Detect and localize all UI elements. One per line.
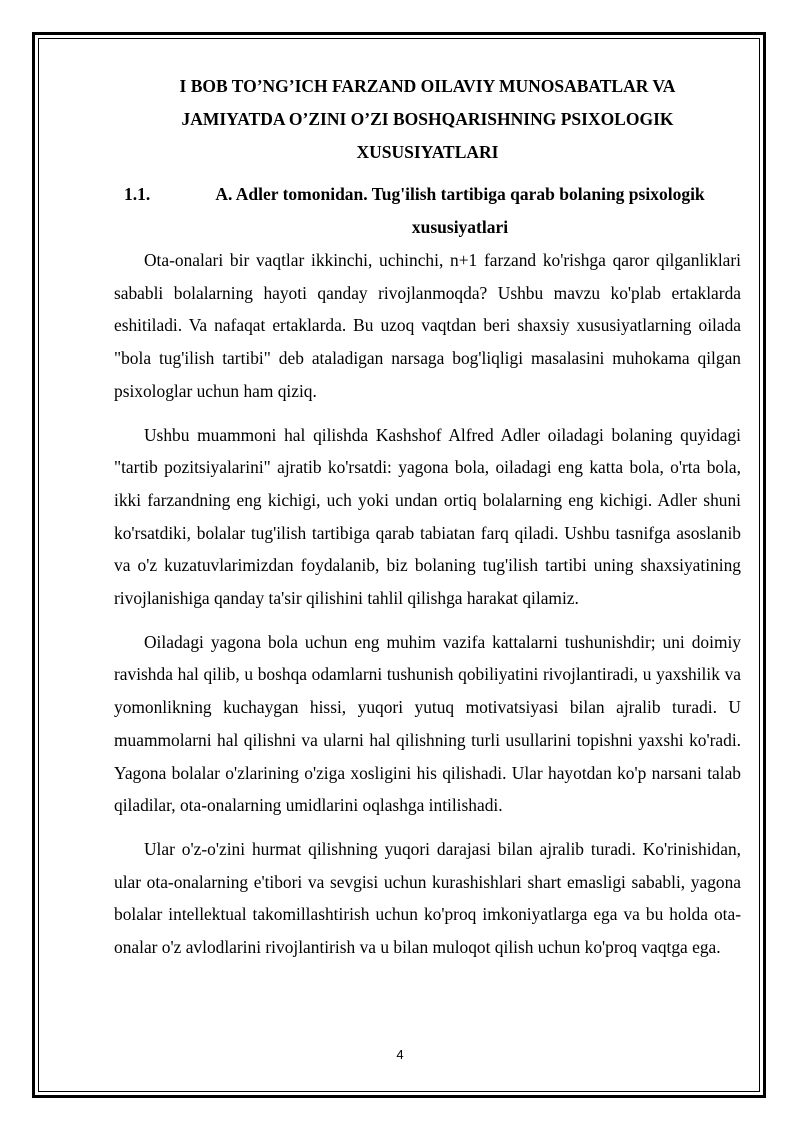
paragraph-2: Ushbu muammoni hal qilishda Kashshof Alfred Adler oiladagi bolaning quyidagi "tartib pozitsiyalarini" ajratib ko'rsatdi: yagona bola, oiladagi eng katta bola, o'rta bola, ikki farzandning eng kichigi, uch yoki undan ortiq bolalarning eng kichigi. Adler shuni ko'rsatdiki, bolalar tug'ilish tartibiga qarab tabiatan farq qiladi. Ushbu tasnifga asoslanib va o'z kuzatuvlarimizdan foydalanib, biz bolaning tug'ilish tartibi uning shaxsiyatining rivojlanishiga qanday ta'sir qilishini tahlil qilishga harakat qilamiz.	[114, 424, 741, 609]
document-body	[114, 70, 741, 975]
section-number: 1.1.	[124, 184, 151, 204]
page-number: 4	[396, 1047, 404, 1062]
paragraph-3: Oiladagi yagona bola uchun eng muhim vazifa kattalarni tushunishdir; uni doimiy ravishda hal qilib, u boshqa odamlarni tushunish qobiliyatini rivojlantiradi, u yaxshilik va yomonlikning kuchaygan hissi, yuqori yutuq motivatsiyasi bilan ajralib turadi. U muammolarni hal qilishni va ularni hal qilishning turli usullarini topishni yaxshi ko'radi. Yagona bolalar o'zlarining o'ziga xosligini his qilishadi. Ular hayotdan ko'p narsani talab qiladilar, ota-onalarning umidlarini oqlashga intilishadi.	[114, 631, 741, 816]
paragraph-4: Ular o'z-o'zini hurmat qilishning yuqori darajasi bilan ajralib turadi. Ko'rinishidan, ular ota-onalarning e'tibori va sevgisi uchun kurashishlari shart emasligi sababli, yagona bolalar intellektual takomillashtirish uchun ko'proq imkoniyatlarga ega va bu holda ota-onalar o'z avlodlarini rivojlantirish va u bilan muloqot qilish uchun ko'proq vaqtga ega.	[114, 838, 741, 958]
chapter-title-line-3: XUSUSIYATLARI	[356, 142, 499, 162]
chapter-title-line-1: I BOB TO’NG’ICH FARZAND OILAVIY MUNOSABATLAR VA	[179, 76, 676, 96]
chapter-title	[114, 70, 741, 169]
section-heading	[114, 178, 741, 244]
paragraph-1: Ota-onalari bir vaqtlar ikkinchi, uchinchi, n+1 farzand ko'rishga qaror qilganliklari sababli bolalarning hayoti qanday rivojlanmoqda? Ushbu mavzu ko'plab ertaklarda eshitiladi. Va nafaqat ertaklarda. Bu uzoq vaqtdan beri shaxsiy xususiyatlarning oilada "bola tug'ilish tartibi" deb ataladigan narsaga bog'liqligi masalasini muhokama qilgan psixologlar uchun ham qiziq.	[114, 250, 741, 401]
section-title: A. Adler tomonidan. Tug'ilish tartibiga qarab bolaning psixologik xususiyatlari	[215, 184, 705, 237]
chapter-title-line-2: JAMIYATDA O’ZINI O’ZI BOSHQARISHNING PSIXOLOGIK	[181, 109, 674, 129]
